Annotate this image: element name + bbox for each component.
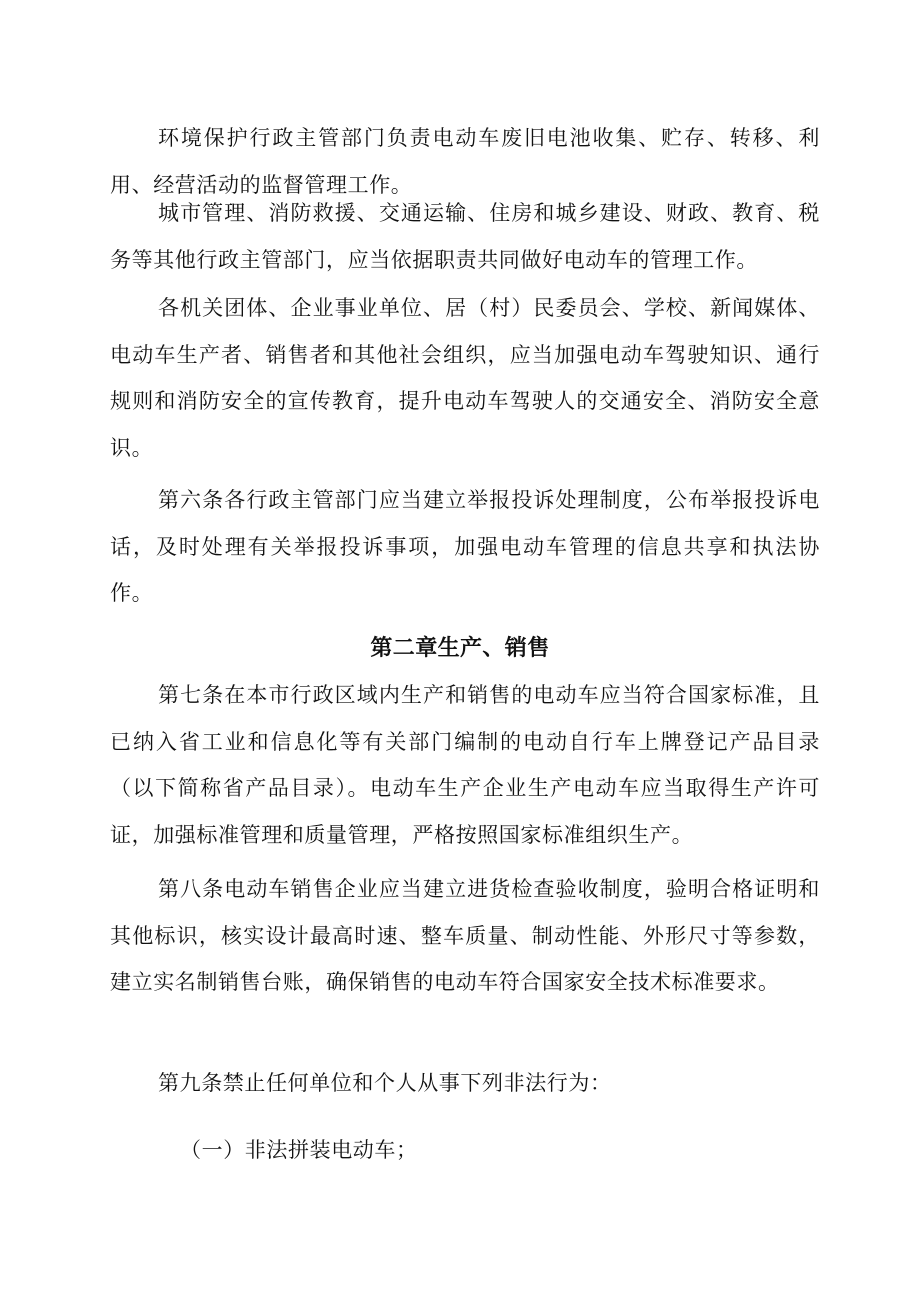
paragraph-article-6: 第六条各行政主管部门应当建立举报投诉处理制度，公布举报投诉电话，及时处理有关举报投诉事项，加强电动车管理的信息共享和执法协作。 <box>110 488 820 605</box>
paragraph-article-8: 第八条电动车销售企业应当建立进货检查验收制度，验明合格证明和其他标识，核实设计最高时速、整车质量、制动性能、外形尺寸等参数，建立实名制销售台账，确保销售的电动车符合国家安全技术标准要求。 <box>110 877 820 994</box>
chapter-heading: 第二章生产、销售 <box>370 636 550 661</box>
list-item-1: （一）非法拼装电动车； <box>180 1138 418 1162</box>
paragraph-article-9: 第九条禁止任何单位和个人从事下列非法行为： <box>158 1071 612 1095</box>
paragraph-article-7: 第七条在本市行政区域内生产和销售的电动车应当符合国家标准，且已纳入省工业和信息化等有关部门编制的电动自行车上牌登记产品目录（以下简称省产品目录）。电动车生产企业生产电动车应当取得生产许可证，加强标准管理和质量管理，严格按照国家标准组织生产。 <box>110 683 820 847</box>
paragraph-environmental-protection: 环境保护行政主管部门负责电动车废旧电池收集、贮存、转移、利用、经营活动的监督管理工作。 <box>110 126 820 197</box>
paragraph-public-education: 各机关团体、企业事业单位、居（村）民委员会、学校、新闻媒体、电动车生产者、销售者和其他社会组织，应当加强电动车驾驶知识、通行规则和消防安全的宣传教育，提升电动车驾驶人的交通安全、消防安全意识。 <box>110 296 820 460</box>
paragraph-other-departments: 城市管理、消防救援、交通运输、住房和城乡建设、财政、教育、税务等其他行政主管部门，应当依据职责共同做好电动车的管理工作。 <box>110 201 820 272</box>
